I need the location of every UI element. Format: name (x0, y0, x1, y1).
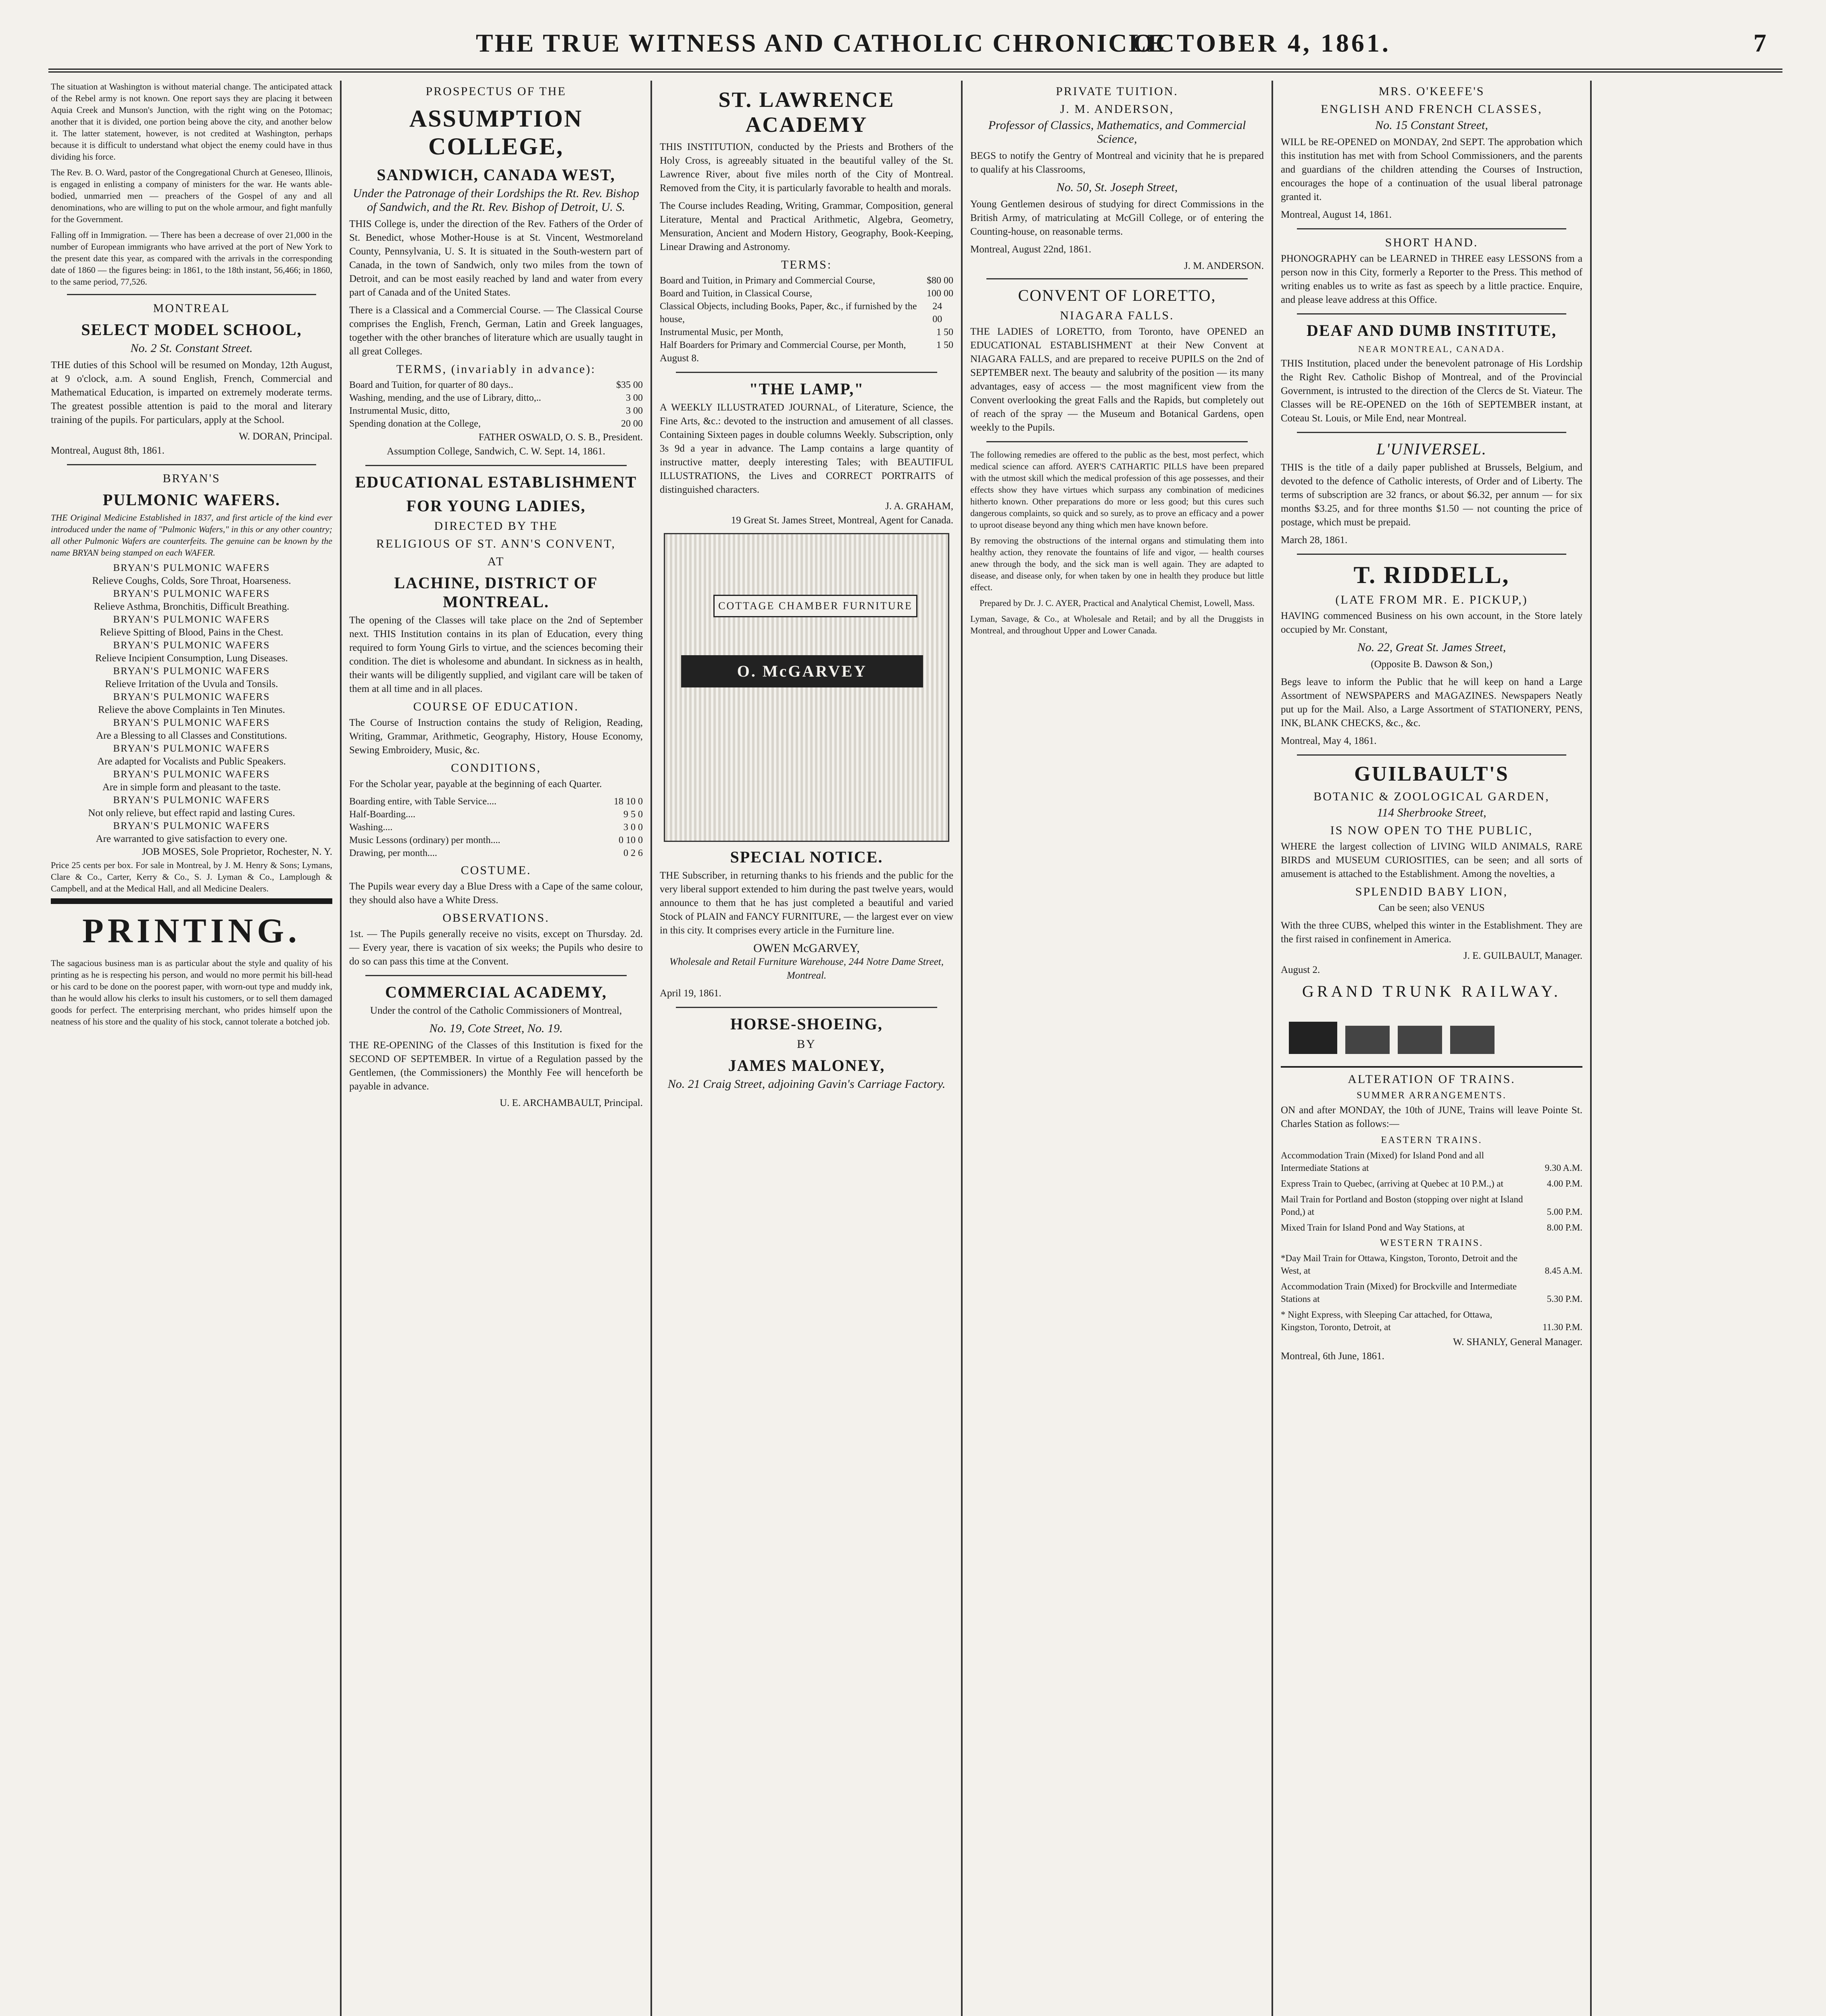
ad-heading: ENGLISH AND FRENCH CLASSES, (1321, 102, 1543, 116)
section-heading: WESTERN TRAINS. (1380, 1238, 1484, 1248)
wafer-line: Relieve Spitting of Blood, Pains in the Chest. (100, 627, 283, 638)
fee-label: Boarding entire, with Table Service.... (349, 796, 497, 807)
ad-heading: "THE LAMP," (749, 380, 864, 398)
train-time: 4.00 P.M. (1547, 1179, 1582, 1189)
wafer-label: BRYAN'S PULMONIC WAFERS (113, 588, 270, 599)
ad-heading: PRINTING. (82, 911, 301, 950)
divider (1297, 554, 1566, 555)
fee-label: Washing, mending, and the use of Library, ditto,.. (349, 393, 541, 403)
wafer-line: Relieve Incipient Consumption, Lung Diseases. (95, 653, 288, 664)
ad-subheading: ALTERATION OF TRAINS. (1348, 1073, 1515, 1086)
ad-heading: SANDWICH, CANADA WEST, (377, 166, 615, 184)
fee-row (349, 847, 643, 860)
fee-value: 3 0 0 (623, 822, 643, 833)
ad-subheading: BY (797, 1037, 816, 1051)
ad-text: THE duties of this School will be resumed on Monday, 12th August, at 9 o'clock, a.m. A sound English, French, Commercial and Mathematical Education, is imparted on extremely moderate terms. The greatest possible attention is paid to the moral and literary training of the pupils. For particulars, apply at the School. (51, 360, 332, 425)
fee-row (349, 379, 643, 392)
ad-text: A WEEKLY ILLUSTRATED JOURNAL, of Literature, Science, the Fine Arts, &c.: devoted to the instruction and amusement of all classes. Containing Sixteen pages in double columns Weekly. Subscription, only 3s 9d a year in advance. The Lamp contains a large quantity of instructive matter, deeply interesting Tales; with BEAUTIFUL ILLUSTRATIONS, the Lives and CORRECT PORTRAITS of distinguished characters. (660, 402, 953, 495)
train-description: Mail Train for Portland and Boston (stopping over night at Island Pond,) at (1281, 1194, 1523, 1217)
ad-text: 1st. — The Pupils generally receive no visits, except on Thursday. 2d. — Every year, there is vacation of six weeks; the Pupils who desire to do so can pass this time at the Convent. (349, 929, 643, 967)
wafer-label: BRYAN'S PULMONIC WAFERS (113, 743, 270, 754)
train-time: 5.30 P.M. (1547, 1294, 1582, 1304)
wafer-line (51, 640, 332, 651)
ad-signature: W. DORAN, Principal. (239, 431, 332, 442)
wafer-label: BRYAN'S PULMONIC WAFERS (113, 717, 270, 728)
column-rule (1272, 81, 1273, 2016)
ad-text: By removing the obstructions of the internal organs and stimulating them into healthy action, they renovate the fountains of life and vigor, — health courses anew through the body, and the sick man is well again. They are adapted to disease, and disease only, for when taken by one in health they produce but little effect. (970, 535, 1264, 592)
wafer-line: Are adapted for Vocalists and Public Speakers. (97, 756, 286, 767)
ad-text: ON and after MONDAY, the 10th of JUNE, Trains will leave Pointe St. Charles Station as follows:— (1281, 1105, 1582, 1129)
ad-date: Montreal, May 4, 1861. (1281, 735, 1377, 746)
fee-label: Instrumental Music, per Month, (660, 327, 783, 337)
train-time: 8.00 P.M. (1547, 1223, 1582, 1233)
ad-heading: MONTREAL (153, 302, 230, 315)
divider (1297, 313, 1566, 314)
ad-signature: J. E. GUILBAULT, Manager. (1463, 950, 1582, 961)
wafer-line: Are a Blessing to all Classes and Constitutions. (96, 730, 287, 741)
column-3 (653, 81, 960, 2016)
fee-label: Classical Objects, including Books, Paper, &c., if furnished by the house, (660, 301, 917, 325)
ad-text: The Course of Instruction contains the study of Religion, Reading, Writing, Grammar, Arithmetic, Geography, History, House Economy, Sewing Embroidery, Music, &c. (349, 717, 643, 756)
train-time: 5.00 P.M. (1547, 1207, 1582, 1217)
ad-subheading: Under the Patronage of their Lordships the Rt. Rev. Bishop of Sandwich, and the Rt. Rev. Bishop of Detroit, U. S. (353, 187, 639, 214)
divider (67, 464, 316, 465)
fee-row (349, 392, 643, 404)
divider (67, 294, 316, 295)
train-description: Mixed Train for Island Pond and Way Stations, at (1281, 1223, 1465, 1233)
section-heading: CONDITIONS, (451, 761, 541, 775)
ad-heading: LACHINE, DISTRICT OF MONTREAL. (394, 574, 598, 611)
fee-value: $35 00 (616, 380, 643, 390)
fee-row (660, 300, 953, 326)
ad-heading: GRAND TRUNK RAILWAY. (1302, 982, 1561, 1000)
ad-date: March 28, 1861. (1281, 535, 1348, 546)
fee-label: Washing.... (349, 822, 393, 833)
fee-value: 20 00 (621, 419, 643, 429)
wafer-label: BRYAN'S PULMONIC WAFERS (113, 666, 270, 677)
wafer-label: BRYAN'S PULMONIC WAFERS (113, 614, 270, 625)
fee-row (349, 834, 643, 847)
fee-row (660, 287, 953, 300)
ad-text: With the three CUBS, whelped this winter in the Establishment. They are the first raised in confinement in America. (1281, 920, 1582, 945)
section-heading: EASTERN TRAINS. (1381, 1135, 1482, 1145)
locomotive-engraving (1281, 1006, 1582, 1068)
fee-row (349, 417, 643, 430)
column-rule (1590, 81, 1592, 2016)
fee-label: Half Boarders for Primary and Commercial Course, per Month, (660, 340, 906, 350)
ad-text: THIS College is, under the direction of the Rev. Fathers of the Order of St. Benedict, whose Mother-House is at St. Vincent, Westmoreland County, Pennsylvania, U. S. It is situated in the South-western part of Canada, in the town of Sandwich, only two miles from the town of Detroit, and can be most easily reached by land and water from every part of Canada and of the United States. (349, 219, 643, 298)
ad-text: THE LADIES of LORETTO, from Toronto, have OPENED an EDUCATIONAL ESTABLISHMENT at their New Convent at NIAGARA FALLS, and are prepared to receive PUPILS on the 2nd of SEPTEMBER next. The beauty and salubrity of the position — its many advantages, easy of access — the most magnificent view from the Convent overlooking the great Falls and the Rapids, but completely out of reach of the spray — the Museum and Botanical Gardens, open weekly to the Pupils. (970, 326, 1264, 433)
section-heading: COSTUME. (461, 864, 532, 877)
wafer-line: Relieve the above Complaints in Ten Minutes. (98, 704, 285, 715)
news-paragraph: Falling off in Immigration. — There has been a decrease of over 21,000 in the number of European immigrants who have arrived at the port of New York to the present date this year, as compared with the arrivals in the corresponding date of 1860 — the figures being: in 1861, to the 18th instant, 56,466; in 1860, to the same period, 77,526. (51, 230, 332, 287)
ad-heading: CONVENT OF LORETTO, (1018, 286, 1216, 304)
ad-heading: PROSPECTUS OF THE (425, 85, 567, 98)
masthead (48, 24, 1782, 73)
ad-heading: EDUCATIONAL ESTABLISHMENT (355, 473, 637, 491)
column-2 (343, 81, 649, 2016)
fee-row (349, 404, 643, 417)
news-paragraph: The Rev. B. O. Ward, pastor of the Congregational Church at Geneseo, Illinois, is engaged in enlisting a company of ministers for the war. He wants able-bodied, unmarried men — preachers of the Gospel of any and all denominations, who are willing to put on the whole armour, and fight manfully for the Government. (51, 167, 332, 224)
fee-label: Music Lessons (ordinary) per month.... (349, 835, 500, 846)
fee-value: $80 00 (927, 275, 953, 286)
ad-subheading: DIRECTED BY THE (434, 519, 558, 533)
wafer-line (51, 769, 332, 780)
ad-heading: PULMONIC WAFERS. (102, 491, 281, 509)
ad-text: Price 25 cents per box. For sale in Montreal, by J. M. Henry & Sons; Lymans, Clare & Co., Carter, Kerry & Co., S. J. Lyman & Co., Lamplough & Campbell, and at the Medical Hall, and all Medicine Dealers. (51, 860, 332, 893)
fee-row (349, 808, 643, 821)
store-sign: COTTAGE CHAMBER FURNITURE (713, 595, 917, 617)
ad-text: THE Original Medicine Established in 1837, and first article of the kind ever introduced under the name of "Pulmonic Wafers," in this or any other country; all other Pulmonic Wafers are counterfeits. The genuine can be known by the name BRYAN being stamped on each WAFER. (51, 512, 332, 558)
fee-row (660, 326, 953, 339)
ad-heading: SPLENDID BABY LION, (1355, 885, 1508, 898)
terms-heading: TERMS: (781, 258, 832, 271)
ad-heading: IS NOW OPEN TO THE PUBLIC, (1330, 824, 1533, 837)
divider-bar (51, 898, 332, 904)
masthead-date: OCTOBER 4, 1861. (1133, 29, 1391, 57)
fee-label: Board and Tuition, in Primary and Commercial Course, (660, 275, 875, 286)
ad-text: BEGS to notify the Gentry of Montreal and vicinity that he is prepared to qualify at his Classrooms, (970, 150, 1264, 175)
wafer-line (51, 691, 332, 703)
fee-row (349, 821, 643, 834)
ad-address: No. 22, Great St. James Street, (1357, 641, 1506, 654)
section-heading: COURSE OF EDUCATION. (413, 700, 579, 713)
ad-signature: FATHER OSWALD, O. S. B., President. (478, 432, 643, 443)
ad-heading: J. M. ANDERSON, (1060, 102, 1174, 116)
ad-subheading: Professor of Classics, Mathematics, and Commercial Science, (988, 119, 1246, 146)
ad-heading: T. RIDDELL, (1353, 562, 1510, 588)
divider (1297, 432, 1566, 433)
fee-row (660, 339, 953, 352)
ad-heading: HORSE-SHOEING, (730, 1015, 883, 1033)
ad-subheading: Under the control of the Catholic Commissioners of Montreal, (370, 1005, 622, 1016)
train-description: * Night Express, with Sleeping Car attached, for Ottawa, Kingston, Toronto, Detroit, at (1281, 1310, 1492, 1332)
page-number: 7 (1753, 29, 1766, 57)
fee-label: Board and Tuition, for quarter of 80 days.. (349, 380, 513, 390)
train-description: Accommodation Train (Mixed) for Brockville and Intermediate Stations at (1281, 1281, 1517, 1304)
wafer-line (51, 562, 332, 574)
ad-text: WHERE the largest collection of LIVING WILD ANIMALS, RARE BIRDS and MUSEUM CURIOSITIES, can be seen; and all sorts of amusement is attached to the Establishment. Among the novelties, a (1281, 841, 1582, 879)
wafer-label: BRYAN'S PULMONIC WAFERS (113, 562, 270, 573)
wafer-line: Are warranted to give satisfaction to every one. (96, 833, 288, 844)
fee-value: 3 00 (626, 393, 643, 403)
ad-text: The Course includes Reading, Writing, Grammar, Composition, general Literature, Mental and Practical Arithmetic, Algebra, Geometry, Mensuration, Ancient and Modern History, Geography, Book-Keeping, Linear Drawing and Astronomy. (660, 200, 953, 252)
news-paragraph: The situation at Washington is without material change. The anticipated attack of the Rebel army is not known. One report says they are placing it between Aquia Creek and Munson's Junction, with the right wing on the Potomac; another that it is divided, one portion being above the city, and another below it. The latter statement, however, is not credited at Washington, perhaps because it is difficult to understand what object the enemy could have in thus dividing his force. (51, 81, 332, 162)
column-4 (964, 81, 1270, 2016)
wafer-label: BRYAN'S PULMONIC WAFERS (113, 691, 270, 702)
ad-heading: BOTANIC & ZOOLOGICAL GARDEN, (1313, 790, 1550, 803)
wafer-line: Relieve Coughs, Colds, Sore Throat, Hoarseness. (92, 575, 291, 586)
ad-date: Montreal, August 8th, 1861. (51, 445, 165, 456)
fee-label: Half-Boarding.... (349, 809, 415, 820)
ad-signature: W. SHANLY, General Manager. (1453, 1337, 1582, 1347)
ad-text: Young Gentlemen desirous of studying for direct Commissions in the British Army, of matriculating at McGill College, or of entering the Counting-house, on reasonable terms. (970, 199, 1264, 237)
divider (986, 441, 1248, 442)
ad-text: (Opposite B. Dawson & Son,) (1371, 659, 1492, 670)
fee-value: 18 10 0 (614, 796, 643, 807)
wafer-line: Are in simple form and pleasant to the taste. (102, 782, 281, 793)
ad-heading: COMMERCIAL ACADEMY, (385, 983, 607, 1001)
ad-address: No. 21 Craig Street, adjoining Gavin's Carriage Factory. (667, 1077, 946, 1091)
ad-signature: U. E. ARCHAMBAULT, Principal. (500, 1098, 643, 1108)
ad-text: THE Subscriber, in returning thanks to his friends and the public for the very liberal support extended to him during the past twelve years, would announce to them that he has just completed a beautiful and varied Stock of PLAIN and FANCY FURNITURE, — the largest ever on view in this city. It comprises every article in the Furniture line. (660, 870, 953, 936)
masthead-title: THE TRUE WITNESS AND CATHOLIC CHRONICLE (476, 29, 1166, 57)
ad-date: August 8. (660, 353, 699, 364)
ad-heading: ST. LAWRENCE ACADEMY (718, 87, 895, 137)
ad-subheading: (LATE FROM MR. E. PICKUP,) (1335, 593, 1528, 606)
wafer-line (51, 614, 332, 625)
ad-date: April 19, 1861. (660, 988, 721, 999)
wafer-line (51, 821, 332, 832)
ad-heading: L'UNIVERSEL. (1376, 440, 1487, 458)
train-time: 11.30 P.M. (1543, 1322, 1582, 1332)
fee-value: 100 00 (927, 288, 953, 299)
fee-value: 1 50 (936, 327, 953, 337)
store-sign: O. McGARVEY (681, 655, 923, 687)
wafer-label: BRYAN'S PULMONIC WAFERS (113, 821, 270, 831)
divider (1297, 754, 1566, 756)
divider (986, 278, 1248, 279)
divider (676, 1007, 937, 1008)
ad-text: HAVING commenced Business on his own account, in the Store lately occupied by Mr. Constant, (1281, 610, 1582, 635)
train-row (1281, 1252, 1582, 1277)
ad-date: Montreal, 6th June, 1861. (1281, 1351, 1384, 1362)
ad-heading: RELIGIOUS OF ST. ANN'S CONVENT, (376, 537, 616, 550)
ad-text: For the Scholar year, payable at the beginning of each Quarter. (349, 779, 602, 789)
ad-subheading: NIAGARA FALLS. (1060, 309, 1174, 322)
ad-address: 19 Great St. James Street, Montreal, Agent for Canada. (731, 515, 953, 526)
fee-value: 1 50 (936, 340, 953, 350)
wafer-line: Not only relieve, but effect rapid and lasting Cures. (88, 808, 295, 818)
ad-signature: J. M. ANDERSON. (1184, 260, 1264, 271)
fee-row (660, 274, 953, 287)
ad-heading: SELECT MODEL SCHOOL, (81, 321, 302, 339)
ad-address: No. 19, Cote Street, No. 19. (429, 1022, 563, 1035)
ad-heading: JAMES MALONEY, (728, 1056, 885, 1075)
train-description: Express Train to Quebec, (arriving at Quebec at 10 P.M.,) at (1281, 1179, 1503, 1189)
ad-heading: SHORT HAND. (1385, 236, 1478, 249)
wafer-line (51, 743, 332, 754)
train-row (1281, 1177, 1582, 1190)
ad-date: Montreal, August 14, 1861. (1281, 209, 1392, 220)
ad-text: THIS INSTITUTION, conducted by the Priests and Brothers of the Holy Cross, is agreeably situated in the beautiful valley of the St. Lawrence River, about five miles north of the City of Montreal. Removed from the City, it is particularly favorable to health and morals. (660, 142, 953, 194)
ad-text: PHONOGRAPHY can be LEARNED in THREE easy LESSONS from a person now in this City, formerly a Reporter to the Press. This method of writing enables us to write as fast as speech by a little practice. Enquire, and please leave address at this Office. (1281, 253, 1582, 305)
wafer-line (51, 666, 332, 677)
divider (1297, 228, 1566, 229)
fee-value: 24 00 (932, 301, 942, 325)
ad-text: The sagacious business man is as particular about the style and quality of his printing as he is respecting his person, and would no more permit his bill-head or his card to be done on the poorest paper, with worn-out type and muddy ink, than he would allow his clerks to insult his customers, or to sell them damaged goods for perfect. The enterprising merchant, who prides himself upon the neatness of his store and the quality of his stock, cannot tolerate a botched job. (51, 958, 332, 1027)
ad-heading: GUILBAULT'S (1354, 762, 1509, 785)
fee-label: Board and Tuition, in Classical Course, (660, 288, 812, 299)
wafer-line: Relieve Asthma, Bronchitis, Difficult Breathing. (94, 601, 290, 612)
wafer-label: BRYAN'S PULMONIC WAFERS (113, 769, 270, 780)
column-rule (340, 81, 342, 2016)
divider (676, 372, 937, 373)
train-time: 8.45 A.M. (1545, 1266, 1582, 1276)
column-rule (961, 81, 963, 2016)
column-rule (650, 81, 652, 2016)
ad-heading: ASSUMPTION COLLEGE, (409, 105, 583, 160)
wafer-line (51, 588, 332, 600)
ad-address: No. 2 St. Constant Street. (130, 342, 253, 355)
column-5 (1274, 81, 1589, 2016)
divider (365, 465, 627, 466)
train-time: 9.30 A.M. (1545, 1163, 1582, 1173)
ad-subheading: NEAR MONTREAL, CANADA. (1358, 344, 1505, 354)
ad-heading: BRYAN'S (163, 472, 221, 485)
ad-heading: MRS. O'KEEFE'S (1378, 85, 1485, 98)
train-row (1281, 1308, 1582, 1333)
ad-signature: J. A. GRAHAM, (885, 501, 953, 512)
ad-text: THIS is the title of a daily paper published at Brussels, Belgium, and devoted to the defence of Catholic interests, of Order and of Liberty. The terms of subscription are 32 francs, or about $6.32, per annum — for six months $3.25, and for three months $1.50 — not counting the price of postage, which must be prepaid. (1281, 462, 1582, 528)
fee-value: 0 10 0 (619, 835, 643, 846)
fee-value: 3 00 (626, 406, 643, 416)
divider (365, 975, 627, 976)
train-row (1281, 1280, 1582, 1305)
terms-heading: TERMS, (invariably in advance): (396, 362, 596, 376)
fee-value: 9 5 0 (623, 809, 643, 820)
ad-date: Assumption College, Sandwich, C. W. Sept. 14, 1861. (387, 446, 605, 457)
ad-heading: DEAF AND DUMB INSTITUTE, (1307, 321, 1557, 339)
train-row (1281, 1149, 1582, 1174)
ad-text: Lyman, Savage, & Co., at Wholesale and Retail; and by all the Druggists in Montreal, and throughout Upper and Lower Canada. (970, 614, 1264, 635)
ad-address: No. 15 Constant Street, (1375, 119, 1488, 132)
wafer-line (51, 795, 332, 806)
fee-label: Spending donation at the College, (349, 419, 481, 429)
ad-date: August 2. (1281, 964, 1320, 975)
column-6 (1593, 81, 1819, 2016)
train-description: *Day Mail Train for Ottawa, Kingston, Toronto, Detroit and the West, at (1281, 1253, 1517, 1276)
furniture-store-engraving (664, 533, 949, 842)
ad-address: 114 Sherbrooke Street, (1377, 806, 1486, 819)
train-description: Accommodation Train (Mixed) for Island Pond and all Intermediate Stations at (1281, 1150, 1484, 1173)
column-1 (44, 81, 339, 2016)
wafer-label: BRYAN'S PULMONIC WAFERS (113, 795, 270, 806)
ad-text: The opening of the Classes will take place on the 2nd of September next. THIS Institution contains in its plan of Education, every thing required to form Young Girls to virtue, and the sciences becoming their condition. The diet is wholesome and abundant. In sickness as in health, their wants will be diligently supplied, and vigilant care will be taken of them at all time and in all places. (349, 615, 643, 694)
ad-text: The Pupils wear every day a Blue Dress with a Cape of the same colour, they should also have a White Dress. (349, 881, 643, 906)
ad-address: No. 50, St. Joseph Street, (1056, 181, 1178, 194)
fee-label: Drawing, per month.... (349, 848, 437, 858)
ad-text: Begs leave to inform the Public that he will keep on hand a Large Assortment of NEWSPAPERS and MAGAZINES. Newspapers Neatly put up for the Mail. Also, a Large Assortment of STATIONERY, PENS, INK, BLANK CHECKS, &c., &c. (1281, 677, 1582, 729)
train-row (1281, 1221, 1582, 1234)
ad-subheading: SUMMER ARRANGEMENTS. (1356, 1090, 1507, 1101)
ad-heading: PRIVATE TUITION. (1056, 85, 1178, 98)
ad-heading: FOR YOUNG LADIES, (406, 497, 586, 515)
ad-text: THE RE-OPENING of the Classes of this Institution is fixed for the SECOND OF SEPTEMBER. In virtue of a Regulation passed by the Gentlemen, (the Commissioners) the Monthly Fee will henceforth be payable in advance. (349, 1040, 643, 1092)
ad-text: The following remedies are offered to the public as the best, most perfect, which medical science can afford. AYER'S CATHARTIC PILLS have been prepared with the utmost skill which the medical profession of this age possesses, and their effects show they have virtues which surpass any combination of medicines hitherto known. Other preparations do more or less good; but this cures such dangerous complaints, so quick and so surely, as to prove an efficacy and a power to uproot disease beyond any thing which men have known before. (970, 450, 1264, 530)
wafer-line: Relieve Irritation of the Uvula and Tonsils. (105, 679, 278, 689)
train-row (1281, 1193, 1582, 1218)
ad-subheading: AT (487, 555, 505, 568)
fee-label: Instrumental Music, ditto, (349, 406, 450, 416)
wafer-line (51, 717, 332, 729)
ad-text: Prepared by Dr. J. C. AYER, Practical and Analytical Chemist, Lowell, Mass. (979, 598, 1255, 608)
wafer-label: BRYAN'S PULMONIC WAFERS (113, 640, 270, 651)
ad-signature: JOB MOSES, Sole Proprietor, Rochester, N. Y. (142, 846, 332, 857)
spacer (1599, 81, 1812, 2016)
ad-text: WILL be RE-OPENED on MONDAY, 2nd SEPT. The approbation which this institution has met with from School Commissioners, and the parents and guardians of the children attending the Courses of Instruction, encourages the hope of a continuation of the usual liberal patronage granted it. (1281, 137, 1582, 202)
ad-text: THIS Institution, placed under the benevolent patronage of His Lordship the Right Rev. Catholic Bishop of Montreal, and of the Provincial Government, is intrusted to the direction of the Clercs de St. Viateur. The Classes will be RE-OPENED on the 16th of SEPTEMBER instant, at Coteau St. Louis, or Mile End, near Montreal. (1281, 358, 1582, 424)
fee-row (349, 795, 643, 808)
ad-text: Can be seen; also VENUS (1378, 902, 1485, 913)
section-heading: OBSERVATIONS. (442, 911, 550, 925)
ad-date: Montreal, August 22nd, 1861. (970, 244, 1091, 255)
ad-signature: OWEN McGARVEY, (753, 941, 860, 955)
fee-value: 0 2 6 (623, 848, 643, 858)
ad-heading: SPECIAL NOTICE. (730, 848, 883, 866)
ad-address: Wholesale and Retail Furniture Warehouse, 244 Notre Dame Street, Montreal. (669, 956, 944, 981)
ad-text: There is a Classical and a Commercial Course. — The Classical Course comprises the English, French, German, Latin and Greek languages, together with the other branches of literature which are usually taught in all great Colleges. (349, 305, 643, 357)
